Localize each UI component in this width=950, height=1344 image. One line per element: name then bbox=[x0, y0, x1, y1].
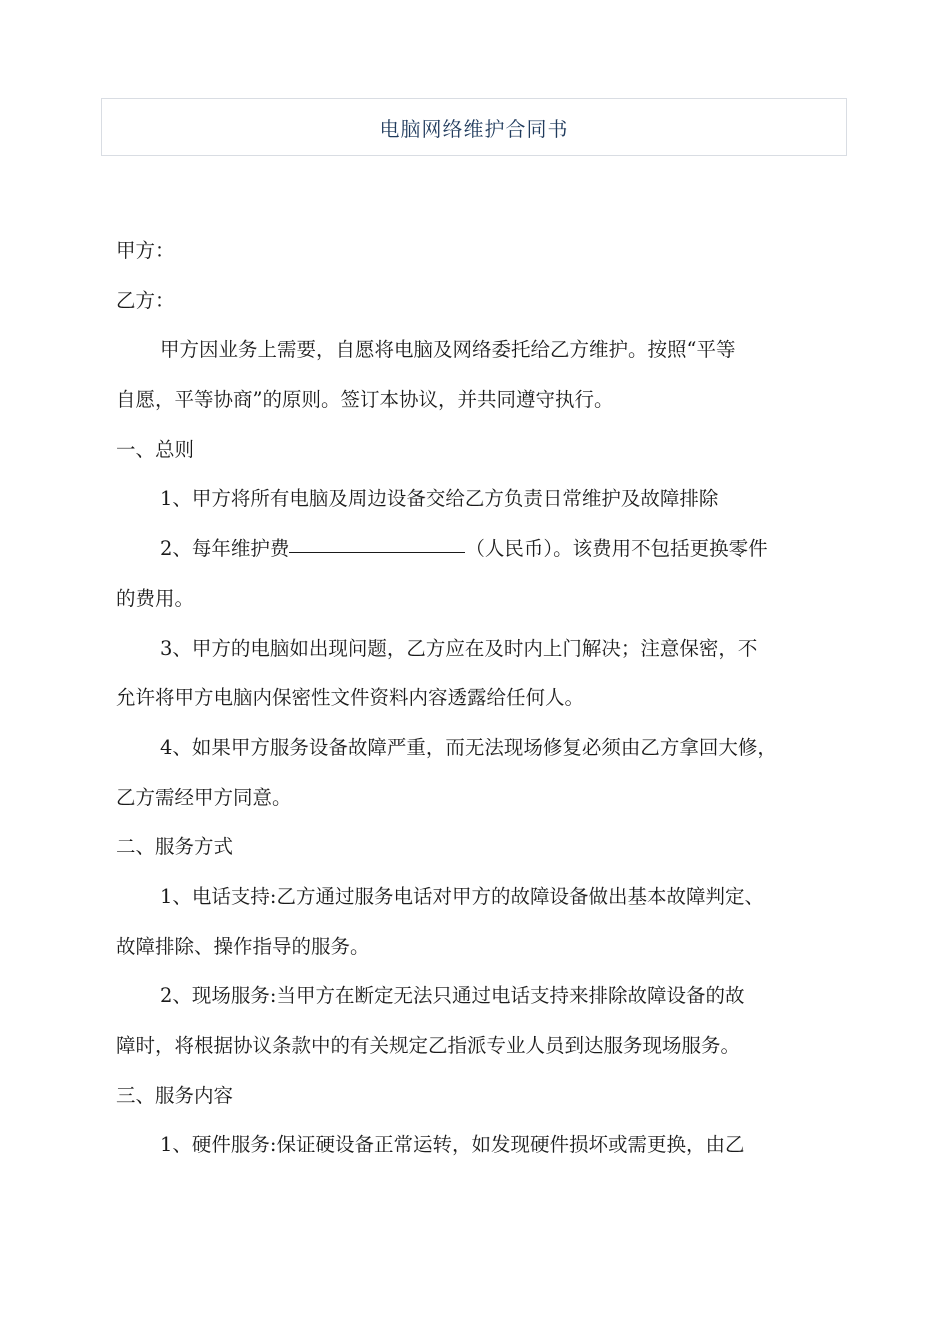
service-content-item-1-line-1: 1、硬件服务:保证硬设备正常运转，如发现硬件损坏或需更换，由乙 bbox=[160, 1133, 745, 1157]
general-item-3-line-1: 3、甲方的电脑如出现问题，乙方应在及时内上门解决；注意保密，不 bbox=[160, 636, 758, 660]
party-a-line: 甲方： bbox=[116, 239, 175, 262]
title-box bbox=[101, 98, 847, 156]
service-mode-item-1-line-2: 故障排除、操作指导的服务。 bbox=[116, 934, 370, 958]
intro-paragraph-line-1: 甲方因业务上需要，自愿将电脑及网络委托给乙方维护。按照“平等 bbox=[160, 338, 736, 362]
general-item-4-line-1: 4、如果甲方服务设备故障严重，而无法现场修复必须由乙方拿回大修， bbox=[160, 735, 777, 759]
general-item-4-line-2: 乙方需经甲方同意。 bbox=[116, 785, 292, 809]
document-body bbox=[116, 226, 844, 1170]
general-item-1: 1、甲方将所有电脑及周边设备交给乙方负责日常维护及故障排除 bbox=[160, 487, 719, 511]
party-b-line: 乙方： bbox=[116, 288, 175, 312]
document-title: 电脑网络维护合同书 bbox=[379, 116, 569, 141]
fee-blank-line bbox=[289, 551, 465, 553]
service-mode-item-2-line-1: 2、现场服务:当甲方在断定无法只通过电话支持来排除故障设备的故 bbox=[160, 984, 745, 1008]
section-heading-general: 一、总则 bbox=[116, 437, 195, 461]
service-mode-item-1-line-1: 1、电话支持:乙方通过服务电话对甲方的故障设备做出基本故障判定、 bbox=[160, 884, 764, 908]
section-heading-service-mode: 二、服务方式 bbox=[116, 835, 234, 859]
general-item-2-continuation: 的费用。 bbox=[116, 586, 195, 610]
service-mode-item-2-line-2: 障时，将根据协议条款中的有关规定乙指派专业人员到达服务现场服务。 bbox=[116, 1034, 741, 1057]
general-item-2 bbox=[116, 524, 844, 574]
fee-suffix: （人民币）。该费用不包括更换零件 bbox=[465, 537, 768, 561]
general-item-3-line-2: 允许将甲方电脑内保密性文件资料内容透露给任何人。 bbox=[116, 686, 585, 710]
section-heading-service-content: 三、服务内容 bbox=[116, 1083, 234, 1107]
intro-paragraph-line-2: 自愿，平等协商”的原则。签订本协议，并共同遵守执行。 bbox=[116, 388, 614, 412]
fee-label: 2、每年维护费 bbox=[160, 537, 290, 561]
